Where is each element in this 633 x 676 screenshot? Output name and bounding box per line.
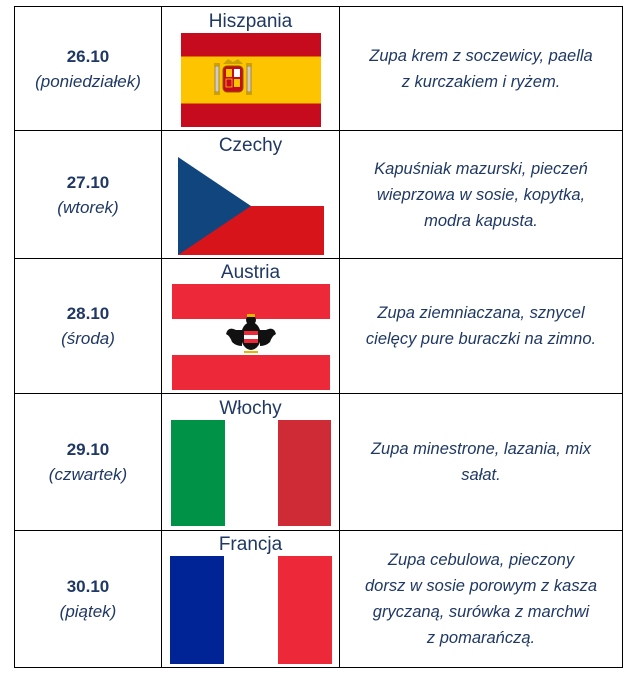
country-cell bbox=[162, 259, 340, 394]
date-number: 29.10 bbox=[66, 440, 110, 459]
france-flag-icon bbox=[170, 556, 332, 664]
date-cell bbox=[15, 531, 162, 668]
dish-cell bbox=[340, 394, 623, 531]
dish-line: Zupa cebulowa, pieczony bbox=[387, 551, 575, 569]
dish-line: Kapuśniak mazurski, pieczeń bbox=[374, 159, 588, 178]
dish-line: z kurczakiem i ryżem. bbox=[401, 72, 561, 91]
dish-line: sałat. bbox=[461, 466, 501, 484]
weekly-menu-table bbox=[14, 6, 623, 668]
weekday-label: (piątek) bbox=[59, 602, 117, 621]
dish-cell bbox=[340, 531, 623, 668]
menu-row bbox=[15, 7, 623, 131]
country-cell bbox=[162, 531, 340, 668]
country-cell bbox=[162, 394, 340, 531]
country-name: Włochy bbox=[219, 398, 282, 419]
dish-line: wieprzowa w sosie, kopytka, bbox=[376, 185, 586, 204]
dish-line: cielęcy pure buraczki na zimno. bbox=[365, 330, 597, 348]
menu-row bbox=[15, 131, 623, 259]
weekday-label: (poniedziałek) bbox=[35, 71, 141, 91]
dish-cell bbox=[340, 7, 623, 131]
weekday-label: (czwartek) bbox=[48, 465, 128, 484]
country-cell bbox=[162, 7, 340, 131]
czech-flag-icon bbox=[178, 157, 324, 255]
dish-line: gryczaną, surówka z marchwi bbox=[372, 603, 590, 621]
menu-row bbox=[15, 394, 623, 531]
dish-line: Zupa minestrone, lazania, mix bbox=[370, 440, 592, 458]
country-name: Czechy bbox=[218, 134, 283, 156]
weekday-label: (środa) bbox=[61, 329, 115, 348]
dish-line: z pomarańczą. bbox=[426, 629, 536, 647]
date-number: 28.10 bbox=[66, 304, 110, 323]
italy-flag-icon bbox=[171, 420, 331, 526]
country-name: Hiszpania bbox=[208, 10, 293, 32]
date-number: 26.10 bbox=[66, 46, 110, 66]
date-cell bbox=[15, 131, 162, 259]
dish-line: dorsz w sosie porowym z kasza bbox=[365, 577, 597, 595]
menu-row bbox=[15, 531, 623, 668]
dish-line: modra kapusta. bbox=[424, 211, 538, 230]
dish-cell bbox=[340, 259, 623, 394]
spain-flag-icon bbox=[181, 33, 321, 127]
dish-line: Zupa ziemniaczana, sznycel bbox=[377, 304, 585, 322]
dish-cell bbox=[340, 131, 623, 259]
country-name: Austria bbox=[220, 262, 281, 283]
austria-flag-icon bbox=[172, 284, 330, 390]
dish-line: Zupa krem z soczewicy, paella bbox=[369, 46, 593, 65]
country-name: Francja bbox=[218, 534, 283, 555]
date-cell bbox=[15, 7, 162, 131]
weekday-label: (wtorek) bbox=[57, 197, 119, 217]
menu-row bbox=[15, 259, 623, 394]
date-cell bbox=[15, 259, 162, 394]
date-cell bbox=[15, 394, 162, 531]
country-cell bbox=[162, 131, 340, 259]
date-number: 27.10 bbox=[66, 172, 110, 192]
date-number: 30.10 bbox=[66, 577, 110, 596]
